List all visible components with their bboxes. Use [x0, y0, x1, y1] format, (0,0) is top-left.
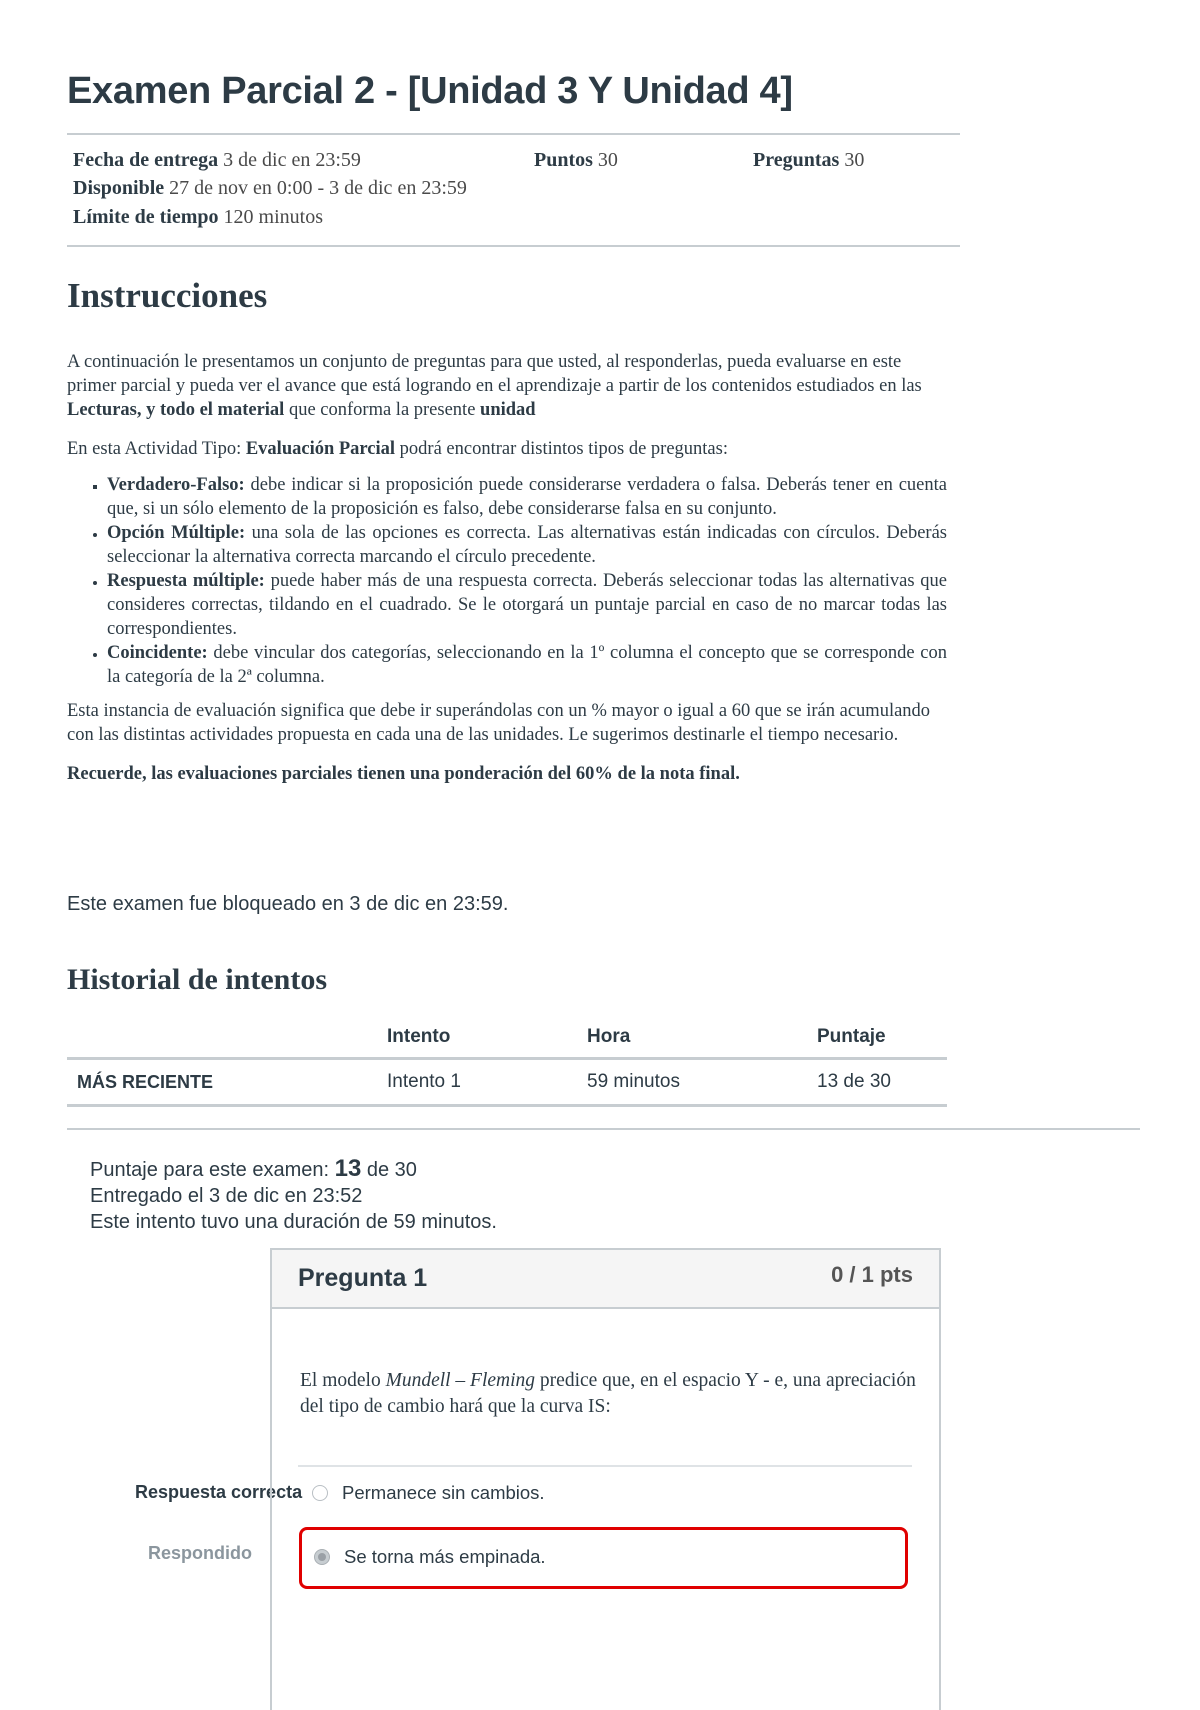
question-types-list — [67, 473, 947, 689]
column-header: Puntaje — [807, 1017, 947, 1059]
instructions-body — [67, 350, 947, 801]
text: podrá encontrar distintos tipos de preguntas: — [395, 439, 728, 459]
table-row — [67, 1059, 947, 1106]
column-header: Intento — [377, 1017, 577, 1059]
radio-icon[interactable] — [312, 1485, 328, 1501]
answer-text: Se torna más empinada. — [344, 1546, 546, 1567]
column-header — [67, 1017, 377, 1059]
instructions-note — [67, 762, 947, 786]
score-line — [90, 1156, 497, 1183]
term: Verdadero-Falso: — [107, 475, 245, 495]
instructions-heading: Instrucciones — [67, 276, 268, 315]
list-item — [107, 641, 947, 689]
quiz-details — [67, 133, 960, 247]
text: A continuación le presentamos un conjunto de preguntas para que usted, al responderlas, pueda evaluarse en este primer parcial y pueda ver el avance que está logrando en el aprendizaje a partir de los contenidos estudiados en las — [67, 352, 922, 396]
questions-count — [753, 149, 864, 172]
points — [534, 149, 618, 172]
time-limit — [73, 206, 323, 229]
list-item — [107, 473, 947, 521]
available-label: Disponible — [73, 177, 165, 199]
text: que conforma la presente — [284, 400, 481, 420]
score-total: de 30 — [361, 1159, 417, 1181]
table-header-row — [67, 1017, 947, 1059]
text-bold: Evaluación Parcial — [245, 439, 396, 459]
score-value: 13 — [334, 1155, 362, 1182]
description: puede haber más de una respuesta correcta. Deberás seleccionar todas las alternativas que consideres correctas, tildando en el cuadrado. Se le otorgará un puntaje parcial en caso de no marcar todas las correspondientes. — [107, 571, 947, 639]
due-label: Fecha de entrega — [73, 149, 219, 171]
description: una sola de las opciones es correcta. Las alternativas están indicadas con círculos. Deberás seleccionar la alternativa correcta marcando el círculo precedente. — [107, 523, 947, 567]
text-bold: unidad — [480, 400, 536, 420]
question-text — [300, 1368, 920, 1420]
questions-value: 30 — [844, 149, 865, 171]
due-date — [73, 149, 361, 172]
term: Coincidente: — [107, 643, 208, 663]
attempt-time: 59 minutos — [577, 1059, 807, 1106]
duration-line: Este intento tuvo una duración de 59 minutos. — [90, 1211, 497, 1233]
attempt-link[interactable]: Intento 1 — [377, 1059, 577, 1106]
radio-selected-icon[interactable] — [314, 1549, 330, 1565]
text: El modelo — [300, 1370, 386, 1391]
attempt-score: 13 de 30 — [807, 1059, 947, 1106]
submitted-line: Entregado el 3 de dic en 23:52 — [90, 1185, 363, 1207]
latest-label: MÁS RECIENTE — [67, 1059, 377, 1106]
history-heading: Historial de intentos — [67, 963, 327, 996]
question-card — [270, 1248, 941, 1710]
answer-option-selected[interactable] — [344, 1546, 546, 1568]
text-bold: Recuerde, las evaluaciones parciales tienen una ponderación del 60% de la nota final. — [67, 764, 740, 784]
answer-text: Permanece sin cambios. — [342, 1482, 545, 1503]
term: Respuesta múltiple: — [107, 571, 265, 591]
text-italic: Mundell – Fleming — [385, 1370, 536, 1391]
list-item — [107, 521, 947, 569]
instructions-paragraph — [67, 350, 947, 422]
text: En esta Actividad Tipo: — [67, 439, 246, 459]
locked-notice: Este examen fue bloqueado en 3 de dic en 23:59. — [67, 893, 509, 915]
points-value: 30 — [597, 149, 618, 171]
answered-label: Respondido — [148, 1543, 252, 1563]
divider — [67, 1128, 1140, 1130]
score-label: Puntaje para este examen: — [90, 1159, 335, 1181]
list-item — [107, 569, 947, 641]
description: debe indicar si la proposición puede considerarse verdadera o falsa. Deberás tener en cuenta que, si un sólo elemento de la proposición es falso, debe considerarse falsa en su conjunto. — [107, 475, 947, 519]
availability — [73, 177, 467, 200]
points-label: Puntos — [534, 149, 593, 171]
answers-divider — [298, 1465, 912, 1467]
text: predice que, en el espacio Y - e, una apreciación del tipo de cambio hará que la curva IS: — [300, 1370, 916, 1417]
score-summary — [90, 1156, 497, 1235]
column-header: Hora — [577, 1017, 807, 1059]
time-limit-label: Límite de tiempo — [73, 206, 219, 228]
answer-option[interactable] — [342, 1482, 545, 1504]
instructions-paragraph: Esta instancia de evaluación significa que debe ir superándolas con un % mayor o igual a 60 que se irán acumulando con las distintas actividades propuesta en cada una de las unidades. Le sugerimos destinarle el tiempo necesario. — [67, 701, 931, 745]
available-value: 27 de nov en 0:00 - 3 de dic en 23:59 — [169, 177, 467, 199]
text-bold: Lecturas, y todo el material — [67, 400, 285, 420]
due-value: 3 de dic en 23:59 — [223, 149, 361, 171]
question-title: Pregunta 1 — [298, 1264, 428, 1292]
page-title: Examen Parcial 2 - [Unidad 3 Y Unidad 4] — [67, 70, 793, 112]
attempt-history-table — [67, 1017, 947, 1107]
question-header — [272, 1250, 939, 1309]
question-points: 0 / 1 pts — [831, 1262, 913, 1287]
term: Opción Múltiple: — [107, 523, 246, 543]
questions-label: Preguntas — [753, 149, 840, 171]
instructions-paragraph — [67, 437, 947, 461]
description: debe vincular dos categorías, seleccionando en la 1º columna el concepto que se corresponde con la categoría de la 2ª columna. — [107, 643, 947, 687]
time-limit-value: 120 minutos — [223, 206, 323, 228]
correct-answer-label: Respuesta correcta — [135, 1482, 303, 1502]
